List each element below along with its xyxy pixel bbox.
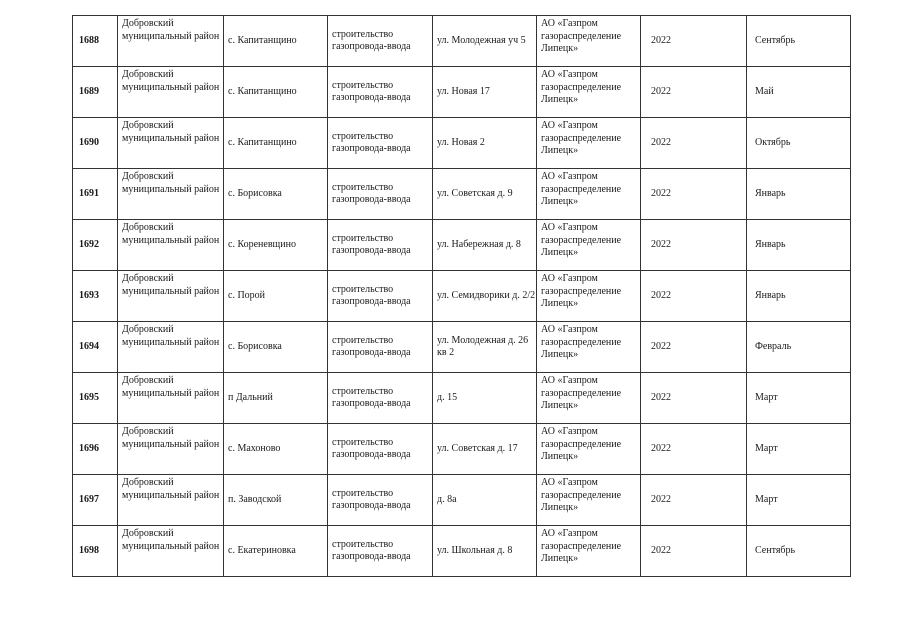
month-cell: Октябрь	[747, 118, 851, 169]
organization-cell: АО «Газпром газораспределение Липецк»	[537, 322, 641, 373]
district-cell: Добровский муниципальный район	[118, 322, 224, 373]
work-type-cell: строительство газопровода-ввода	[328, 424, 433, 475]
table-row	[73, 322, 851, 373]
settlement-cell: с. Капитанщино	[224, 118, 328, 169]
organization-cell: АО «Газпром газораспределение Липецк»	[537, 169, 641, 220]
district-cell: Добровский муниципальный район	[118, 220, 224, 271]
district-cell: Добровский муниципальный район	[118, 67, 224, 118]
district-cell: Добровский муниципальный район	[118, 16, 224, 67]
year-cell: 2022	[641, 118, 747, 169]
settlement-cell: п Дальний	[224, 373, 328, 424]
settlement-cell: с. Капитанщино	[224, 16, 328, 67]
month-cell: Сентябрь	[747, 526, 851, 577]
table-row	[73, 373, 851, 424]
organization-cell: АО «Газпром газораспределение Липецк»	[537, 67, 641, 118]
address-cell: ул. Новая 2	[433, 118, 537, 169]
year-cell: 2022	[641, 169, 747, 220]
row-number-cell: 1689	[73, 67, 118, 118]
row-number-cell: 1695	[73, 373, 118, 424]
year-cell: 2022	[641, 373, 747, 424]
table-row	[73, 526, 851, 577]
address-cell: ул. Новая 17	[433, 67, 537, 118]
year-cell: 2022	[641, 271, 747, 322]
work-type-cell: строительство газопровода-ввода	[328, 220, 433, 271]
row-number-cell: 1697	[73, 475, 118, 526]
address-cell: ул. Молодежная уч 5	[433, 16, 537, 67]
row-number-cell: 1691	[73, 169, 118, 220]
organization-cell: АО «Газпром газораспределение Липецк»	[537, 16, 641, 67]
row-number-cell: 1688	[73, 16, 118, 67]
row-number-cell: 1694	[73, 322, 118, 373]
address-cell: ул. Набережная д. 8	[433, 220, 537, 271]
row-number-cell: 1693	[73, 271, 118, 322]
settlement-cell: с. Капитанщино	[224, 67, 328, 118]
table-body	[73, 16, 851, 577]
year-cell: 2022	[641, 322, 747, 373]
settlement-cell: с. Кореневщино	[224, 220, 328, 271]
year-cell: 2022	[641, 16, 747, 67]
work-type-cell: строительство газопровода-ввода	[328, 16, 433, 67]
address-cell: ул. Советская д. 17	[433, 424, 537, 475]
district-cell: Добровский муниципальный район	[118, 526, 224, 577]
year-cell: 2022	[641, 526, 747, 577]
year-cell: 2022	[641, 475, 747, 526]
month-cell: Март	[747, 373, 851, 424]
district-cell: Добровский муниципальный район	[118, 271, 224, 322]
work-type-cell: строительство газопровода-ввода	[328, 169, 433, 220]
organization-cell: АО «Газпром газораспределение Липецк»	[537, 526, 641, 577]
table-row	[73, 424, 851, 475]
month-cell: Март	[747, 424, 851, 475]
table-row	[73, 271, 851, 322]
row-number-cell: 1690	[73, 118, 118, 169]
address-cell: д. 8а	[433, 475, 537, 526]
work-type-cell: строительство газопровода-ввода	[328, 67, 433, 118]
row-number-cell: 1692	[73, 220, 118, 271]
settlement-cell: п. Заводской	[224, 475, 328, 526]
month-cell: Январь	[747, 220, 851, 271]
month-cell: Февраль	[747, 322, 851, 373]
organization-cell: АО «Газпром газораспределение Липецк»	[537, 475, 641, 526]
organization-cell: АО «Газпром газораспределение Липецк»	[537, 220, 641, 271]
address-cell: ул. Семидворики д. 2/2	[433, 271, 537, 322]
organization-cell: АО «Газпром газораспределение Липецк»	[537, 118, 641, 169]
settlement-cell: с. Борисовка	[224, 169, 328, 220]
row-number-cell: 1698	[73, 526, 118, 577]
year-cell: 2022	[641, 220, 747, 271]
table-row	[73, 220, 851, 271]
work-type-cell: строительство газопровода-ввода	[328, 118, 433, 169]
settlement-cell: с. Порой	[224, 271, 328, 322]
table-row	[73, 16, 851, 67]
table-row	[73, 169, 851, 220]
address-cell: ул. Советская д. 9	[433, 169, 537, 220]
month-cell: Май	[747, 67, 851, 118]
organization-cell: АО «Газпром газораспределение Липецк»	[537, 424, 641, 475]
table-row	[73, 475, 851, 526]
work-type-cell: строительство газопровода-ввода	[328, 373, 433, 424]
work-type-cell: строительство газопровода-ввода	[328, 475, 433, 526]
work-type-cell: строительство газопровода-ввода	[328, 526, 433, 577]
district-cell: Добровский муниципальный район	[118, 373, 224, 424]
month-cell: Январь	[747, 271, 851, 322]
month-cell: Сентябрь	[747, 16, 851, 67]
organization-cell: АО «Газпром газораспределение Липецк»	[537, 373, 641, 424]
address-cell: д. 15	[433, 373, 537, 424]
work-type-cell: строительство газопровода-ввода	[328, 322, 433, 373]
district-cell: Добровский муниципальный район	[118, 169, 224, 220]
table-row	[73, 118, 851, 169]
year-cell: 2022	[641, 67, 747, 118]
district-cell: Добровский муниципальный район	[118, 475, 224, 526]
month-cell: Март	[747, 475, 851, 526]
gas-connection-table	[72, 15, 851, 577]
work-type-cell: строительство газопровода-ввода	[328, 271, 433, 322]
address-cell: ул. Школьная д. 8	[433, 526, 537, 577]
organization-cell: АО «Газпром газораспределение Липецк»	[537, 271, 641, 322]
year-cell: 2022	[641, 424, 747, 475]
settlement-cell: с. Махоново	[224, 424, 328, 475]
month-cell: Январь	[747, 169, 851, 220]
settlement-cell: с. Борисовка	[224, 322, 328, 373]
row-number-cell: 1696	[73, 424, 118, 475]
table-row	[73, 67, 851, 118]
settlement-cell: с. Екатериновка	[224, 526, 328, 577]
address-cell: ул. Молодежная д. 26 кв 2	[433, 322, 537, 373]
district-cell: Добровский муниципальный район	[118, 118, 224, 169]
district-cell: Добровский муниципальный район	[118, 424, 224, 475]
